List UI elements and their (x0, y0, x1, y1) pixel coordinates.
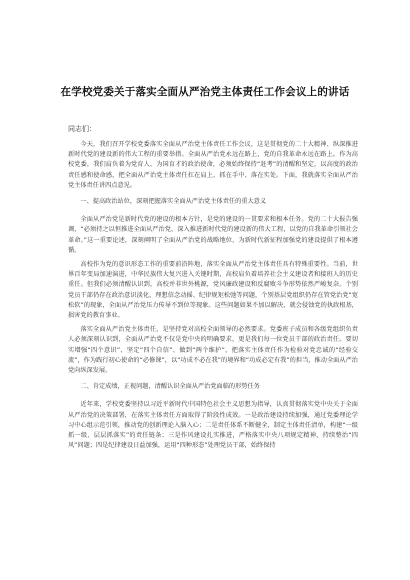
body-paragraph: 今天，我们召开学校党委落实全面从严治党主体责任工作会议，这是贯彻党的二十大精神、纵深推进新时代党的建设新的伟大工程的重要举措。全面从严治党永远在路上，党的自我革命永远在路上。作为高校党委，我们肩负着为党育人、为国育才的政治使命，必须始终保持“赶考”的清醒和坚定，以高度的政治责任感和使命感，把全面从严治党主体责任扛在肩上、抓在手中、落在实处。下面，我就落实全面从严治党主体责任讲四点意见。 (68, 141, 358, 189)
body-paragraph: 落实全面从严治党主体责任，是坚持党对高校全面领导的必然要求。党委班子成员和各级党组织负责人必须深刻认识到，全面从严治党不仅是党中央的明确要求，更是我们每一位党员干部的政治责任。要切实增强“四个意识”、坚定“四个自信”、做到“两个维护”，把落实主体责任作为检验对党忠诚的“经验交流”，作为践行初心使命的“必修课”，以“功成不必在我”的境界和“功成必定有我”的担当，推动全面从严治党向纵深发展。 (68, 326, 358, 375)
section-heading: 一、提高政治站位，深刻把握落实全面从严治党主体责任的重大意义 (80, 198, 267, 206)
body-paragraph: 高校作为党的意识形态工作的重要前沿阵地，落实全面从严治党主体责任具有特殊重要性。当前，世界百年变局加速演进，中华民族伟大复兴进入关键时期，高校肩负着培养社会主义建设者和接班人的历史重任。但我们必须清醒认识到，高校并非世外桃源，党风廉政建设和反腐败斗争形势依然严峻复杂。个别党员干部仍存在政治意识淡化、理想信念动摇、纪律规矩松弛等问题，个别基层党组织仍存在管党治党“宽松软”的现象，全面从严治党压力传导不到位等现象。这些问题如果不加以解决，就会侵蚀党的执政根基，损害党的教育事业。 (68, 261, 358, 320)
speech-greeting: 同志们： (68, 125, 96, 133)
body-paragraph: 全面从严治党是新时代党的建设的根本方针，是党的建设的一贯要求和根本任务。党的二十大报告强调，“必须持之以恒推进全面从严治党，深入推进新时代党的建设新的伟大工程，以党的自我革命引领社会革命。”这一重要论述，深刻阐明了全面从严治党的战略地位，为新时代新征程加强党的建设提供了根本遵循。 (68, 216, 358, 254)
speech-title: 在学校党委关于落实全面从严治党主体责任工作会议上的讲话 (60, 86, 350, 98)
speech-body (68, 140, 358, 455)
body-paragraph: 近年来，学校党委坚持以习近平新时代中国特色社会主义思想为指导，认真贯彻落实党中央关于全面从严治党的决策部署，在落实主体责任方面取得了阶段性成效。一是政治建设持续加强，通过党委理论学习中心组示范引领，推动党的创新理论入脑入心；二是责任体系不断健全，制定主体责任清单，构建“一级抓一级、层层抓落实”的责任链条；三是作风建设扎实推进，严格落实中央八项规定精神，持续整治“四风”问题；四是纪律建设日益加强，运用“四种形态”处理党员干部，始终保持 (68, 401, 358, 450)
section-heading: 二、肯定成绩，正视问题，清醒认识全面从严治党面临的形势任务 (80, 383, 260, 391)
